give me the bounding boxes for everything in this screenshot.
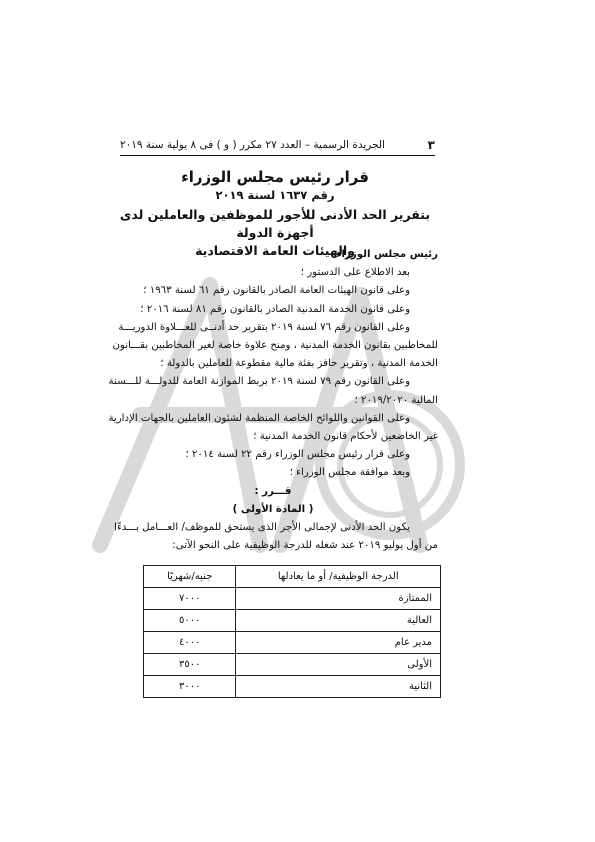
preamble-line: وعلى قانون الهيئات العامة الصادر بالقانون رقم ٦١ لسنة ١٩٦٣ ؛ bbox=[143, 285, 410, 297]
preamble-line: وعلى قانون الخدمة المدنية الصادر بالقانون رقم ٨١ لسنة ٢٠١٦ ؛ bbox=[140, 303, 410, 315]
salary-cell: ٧٠٠٠ bbox=[144, 588, 236, 610]
table-row bbox=[144, 676, 441, 698]
table-row bbox=[144, 610, 441, 632]
preamble-line: وعلى القانون رقم ٧٩ لسنة ٢٠١٩ بربط الموازنة العامة للدولـــة للـــسنة bbox=[108, 376, 410, 388]
decides-heading: قـــرر : bbox=[254, 485, 292, 497]
grade-cell: الممتازة bbox=[236, 588, 441, 610]
preamble-line: الخدمة المدنية ، وتقرير حافز بفئة مالية مقطوعة للعاملين بالدولة ؛ bbox=[160, 358, 438, 370]
grade-cell: مدير عام bbox=[236, 632, 441, 654]
preamble-heading: رئيس مجلس الوزراء bbox=[336, 249, 438, 260]
salary-cell: ٣٠٠٠ bbox=[144, 676, 236, 698]
gazette-header bbox=[120, 136, 435, 154]
article-text-line: يكون الحد الأدنى لإجمالى الأجر الذى يستحق للموظف/ العـــامل بـــدءًا bbox=[114, 522, 410, 534]
decree-subject-line: بتقرير الحد الأدنى للأجور للموظفين والعاملين لدى أجهزة الدولة bbox=[119, 207, 431, 240]
grade-column-header: الدرجة الوظيفية/ أو ما يعادلها bbox=[236, 566, 441, 588]
preamble-line: للمخاطبين بقانون الخدمة المدنية ، ومنح علاوة خاصة لغير المخاطبين بقـــانون bbox=[112, 340, 438, 352]
decree-number: رقم ١٦٣٧ لسنة ٢٠١٩ bbox=[215, 188, 335, 202]
decree-subject-line: والهيئات العامة الاقتصادية bbox=[195, 243, 355, 258]
salary-column-header: جنيه/شهريًا bbox=[144, 566, 236, 588]
preamble-line: وعلى القوانين واللوائح الخاصة المنظمة لشئون العاملين بالجهات الإدارية bbox=[108, 412, 410, 424]
preamble-line: غير الخاضعين لأحكام قانون الخدمة المدنية ؛ bbox=[253, 431, 438, 443]
gazette-issue-line: الجريدة الرسمية – العدد ٢٧ مكرر ( و ) فى ٨ يولية سنة ٢٠١٩ bbox=[120, 139, 385, 151]
table-header-row bbox=[144, 566, 441, 588]
preamble-line: وعلى القانون رقم ٧٦ لسنة ٢٠١٩ بتقرير حد أدنــى للعـــلاوة الدوريـــة bbox=[118, 321, 410, 333]
page-number: ٣ bbox=[427, 138, 435, 152]
table-row bbox=[144, 632, 441, 654]
salary-cell: ٤٠٠٠ bbox=[144, 632, 236, 654]
preamble-line: بعد الاطلاع على الدستور ؛ bbox=[300, 267, 410, 279]
grade-cell: الثانية bbox=[236, 676, 441, 698]
article-title: ( المادة الأولى ) bbox=[232, 503, 314, 515]
minimum-wage-table bbox=[143, 565, 441, 698]
decree-body bbox=[108, 246, 438, 555]
decree-title: قرار رئيس مجلس الوزراء bbox=[181, 168, 369, 186]
salary-cell: ٥٠٠٠ bbox=[144, 610, 236, 632]
salary-cell: ٣٥٠٠ bbox=[144, 654, 236, 676]
table-row bbox=[144, 588, 441, 610]
preamble-line: المالية ٢٠١٩/٢٠٢٠ ؛ bbox=[354, 394, 438, 406]
header-rule bbox=[120, 155, 435, 156]
article-text-line: من أول يوليو ٢٠١٩ عند شغله للدرجة الوظيفية على النحو الآتى: bbox=[172, 540, 438, 552]
preamble-line: وعلى قرار رئيس مجلس الوزراء رقم ٢٢ لسنة ٢٠١٤ ؛ bbox=[185, 449, 410, 461]
preamble-line: وبعد موافقة مجلس الوزراء ؛ bbox=[289, 467, 410, 479]
grade-cell: العالية bbox=[236, 610, 441, 632]
table-row bbox=[144, 654, 441, 676]
grade-cell: الأولى bbox=[236, 654, 441, 676]
